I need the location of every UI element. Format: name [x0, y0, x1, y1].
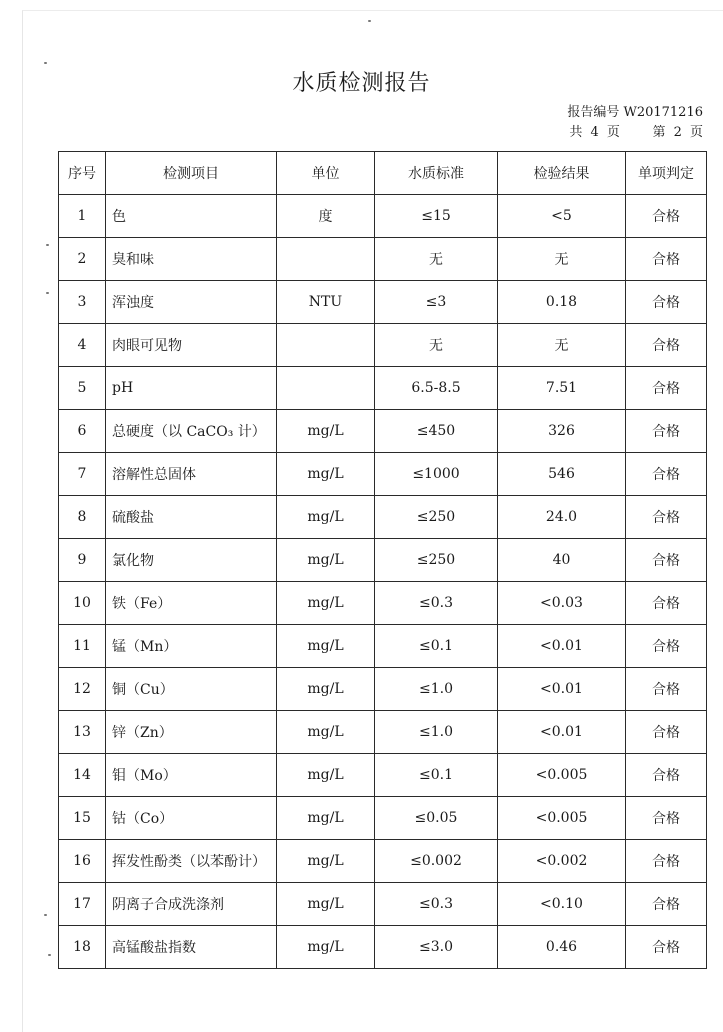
- cell-standard: ≤15: [375, 195, 498, 238]
- cell-standard: ≤1.0: [375, 711, 498, 754]
- table-row: [59, 195, 707, 238]
- cell-item: 总硬度（以 CaCO₃ 计）: [106, 410, 277, 453]
- cell-judgement: 合格: [626, 367, 707, 410]
- cell-judgement: 合格: [626, 496, 707, 539]
- current-page: 第 2 页: [652, 125, 703, 140]
- cell-unit: mg/L: [277, 539, 375, 582]
- cell-judgement: 合格: [626, 324, 707, 367]
- cell-no: 12: [59, 668, 106, 711]
- cell-unit: mg/L: [277, 496, 375, 539]
- cell-standard: ≤0.3: [375, 582, 498, 625]
- cell-result: <0.01: [498, 625, 626, 668]
- cell-unit: mg/L: [277, 668, 375, 711]
- cell-judgement: 合格: [626, 625, 707, 668]
- cell-judgement: 合格: [626, 453, 707, 496]
- header-unit: 单位: [277, 152, 375, 195]
- cell-judgement: 合格: [626, 410, 707, 453]
- cell-no: 16: [59, 840, 106, 883]
- cell-standard: ≤1.0: [375, 668, 498, 711]
- cell-judgement: 合格: [626, 539, 707, 582]
- cell-no: 2: [59, 238, 106, 281]
- header-judgement: 单项判定: [626, 152, 707, 195]
- cell-unit: mg/L: [277, 625, 375, 668]
- cell-judgement: 合格: [626, 754, 707, 797]
- cell-item: 铜（Cu）: [106, 668, 277, 711]
- table-row: [59, 711, 707, 754]
- cell-result: 326: [498, 410, 626, 453]
- cell-no: 1: [59, 195, 106, 238]
- table-row: [59, 625, 707, 668]
- cell-result: 无: [498, 324, 626, 367]
- cell-no: 4: [59, 324, 106, 367]
- cell-no: 15: [59, 797, 106, 840]
- cell-item: 挥发性酚类（以苯酚计）: [106, 840, 277, 883]
- table-row: [59, 281, 707, 324]
- cell-judgement: 合格: [626, 926, 707, 969]
- cell-result: <0.10: [498, 883, 626, 926]
- scan-speck: [44, 914, 47, 916]
- table-row: [59, 238, 707, 281]
- cell-judgement: 合格: [626, 797, 707, 840]
- cell-result: 40: [498, 539, 626, 582]
- cell-result: <0.002: [498, 840, 626, 883]
- table-row: [59, 926, 707, 969]
- cell-standard: 无: [375, 324, 498, 367]
- header-no: 序号: [59, 152, 106, 195]
- cell-standard: ≤1000: [375, 453, 498, 496]
- page-info: [569, 121, 703, 140]
- cell-no: 13: [59, 711, 106, 754]
- cell-no: 17: [59, 883, 106, 926]
- cell-no: 10: [59, 582, 106, 625]
- cell-result: <0.01: [498, 711, 626, 754]
- cell-judgement: 合格: [626, 238, 707, 281]
- table-row: [59, 496, 707, 539]
- cell-unit: mg/L: [277, 797, 375, 840]
- header-standard: 水质标准: [375, 152, 498, 195]
- cell-judgement: 合格: [626, 281, 707, 324]
- cell-unit: mg/L: [277, 711, 375, 754]
- cell-standard: ≤0.1: [375, 754, 498, 797]
- cell-no: 18: [59, 926, 106, 969]
- cell-standard: 6.5-8.5: [375, 367, 498, 410]
- cell-result: 7.51: [498, 367, 626, 410]
- cell-standard: ≤3.0: [375, 926, 498, 969]
- cell-result: 无: [498, 238, 626, 281]
- cell-no: 3: [59, 281, 106, 324]
- cell-item: 氯化物: [106, 539, 277, 582]
- table-row: [59, 797, 707, 840]
- scan-speck: [44, 62, 47, 64]
- cell-no: 11: [59, 625, 106, 668]
- cell-result: 0.18: [498, 281, 626, 324]
- cell-judgement: 合格: [626, 582, 707, 625]
- cell-standard: ≤450: [375, 410, 498, 453]
- cell-item: 铁（Fe）: [106, 582, 277, 625]
- report-number: 报告编号 W20171216: [567, 105, 703, 120]
- cell-no: 9: [59, 539, 106, 582]
- cell-standard: ≤0.002: [375, 840, 498, 883]
- cell-item: 硫酸盐: [106, 496, 277, 539]
- cell-result: <0.005: [498, 754, 626, 797]
- cell-item: 钴（Co）: [106, 797, 277, 840]
- cell-unit: mg/L: [277, 410, 375, 453]
- cell-unit: NTU: [277, 281, 375, 324]
- cell-result: <0.005: [498, 797, 626, 840]
- cell-item: 锰（Mn）: [106, 625, 277, 668]
- cell-item: 臭和味: [106, 238, 277, 281]
- cell-item: pH: [106, 367, 277, 410]
- cell-standard: ≤0.1: [375, 625, 498, 668]
- cell-result: 0.46: [498, 926, 626, 969]
- cell-standard: ≤250: [375, 496, 498, 539]
- cell-item: 溶解性总固体: [106, 453, 277, 496]
- cell-standard: ≤3: [375, 281, 498, 324]
- cell-item: 阴离子合成洗涤剂: [106, 883, 277, 926]
- cell-unit: mg/L: [277, 582, 375, 625]
- cell-standard: ≤0.05: [375, 797, 498, 840]
- table-row: [59, 883, 707, 926]
- cell-item: 高锰酸盐指数: [106, 926, 277, 969]
- cell-judgement: 合格: [626, 711, 707, 754]
- cell-item: 钼（Mo）: [106, 754, 277, 797]
- cell-unit: 度: [277, 195, 375, 238]
- table-row: [59, 840, 707, 883]
- table-row: [59, 324, 707, 367]
- scan-speck: [48, 954, 51, 956]
- table-row: [59, 668, 707, 711]
- cell-no: 7: [59, 453, 106, 496]
- cell-unit: mg/L: [277, 926, 375, 969]
- cell-unit: mg/L: [277, 453, 375, 496]
- cell-unit: mg/L: [277, 840, 375, 883]
- cell-unit: mg/L: [277, 754, 375, 797]
- cell-item: 色: [106, 195, 277, 238]
- cell-item: 浑浊度: [106, 281, 277, 324]
- cell-no: 14: [59, 754, 106, 797]
- table-row: [59, 410, 707, 453]
- cell-unit: [277, 367, 375, 410]
- cell-result: <0.01: [498, 668, 626, 711]
- cell-judgement: 合格: [626, 195, 707, 238]
- cell-judgement: 合格: [626, 883, 707, 926]
- report-title: 水质检测报告: [292, 71, 431, 96]
- scan-speck: [368, 20, 371, 22]
- cell-no: 8: [59, 496, 106, 539]
- cell-item: 肉眼可见物: [106, 324, 277, 367]
- cell-judgement: 合格: [626, 840, 707, 883]
- cell-no: 5: [59, 367, 106, 410]
- cell-unit: [277, 238, 375, 281]
- total-pages: 共 4 页: [569, 125, 620, 140]
- header-result: 检验结果: [498, 152, 626, 195]
- scan-speck: [46, 244, 49, 246]
- cell-unit: [277, 324, 375, 367]
- cell-standard: ≤250: [375, 539, 498, 582]
- cell-item: 锌（Zn）: [106, 711, 277, 754]
- scan-speck: [46, 292, 49, 294]
- results-table: [58, 151, 707, 969]
- cell-judgement: 合格: [626, 668, 707, 711]
- table-row: [59, 582, 707, 625]
- cell-result: 546: [498, 453, 626, 496]
- cell-result: <5: [498, 195, 626, 238]
- table-row: [59, 539, 707, 582]
- cell-standard: ≤0.3: [375, 883, 498, 926]
- cell-result: 24.0: [498, 496, 626, 539]
- header-item: 检测项目: [106, 152, 277, 195]
- cell-result: <0.03: [498, 582, 626, 625]
- table-row: [59, 453, 707, 496]
- cell-standard: 无: [375, 238, 498, 281]
- table-row: [59, 754, 707, 797]
- table-header-row: [59, 152, 707, 195]
- cell-no: 6: [59, 410, 106, 453]
- cell-unit: mg/L: [277, 883, 375, 926]
- table-row: [59, 367, 707, 410]
